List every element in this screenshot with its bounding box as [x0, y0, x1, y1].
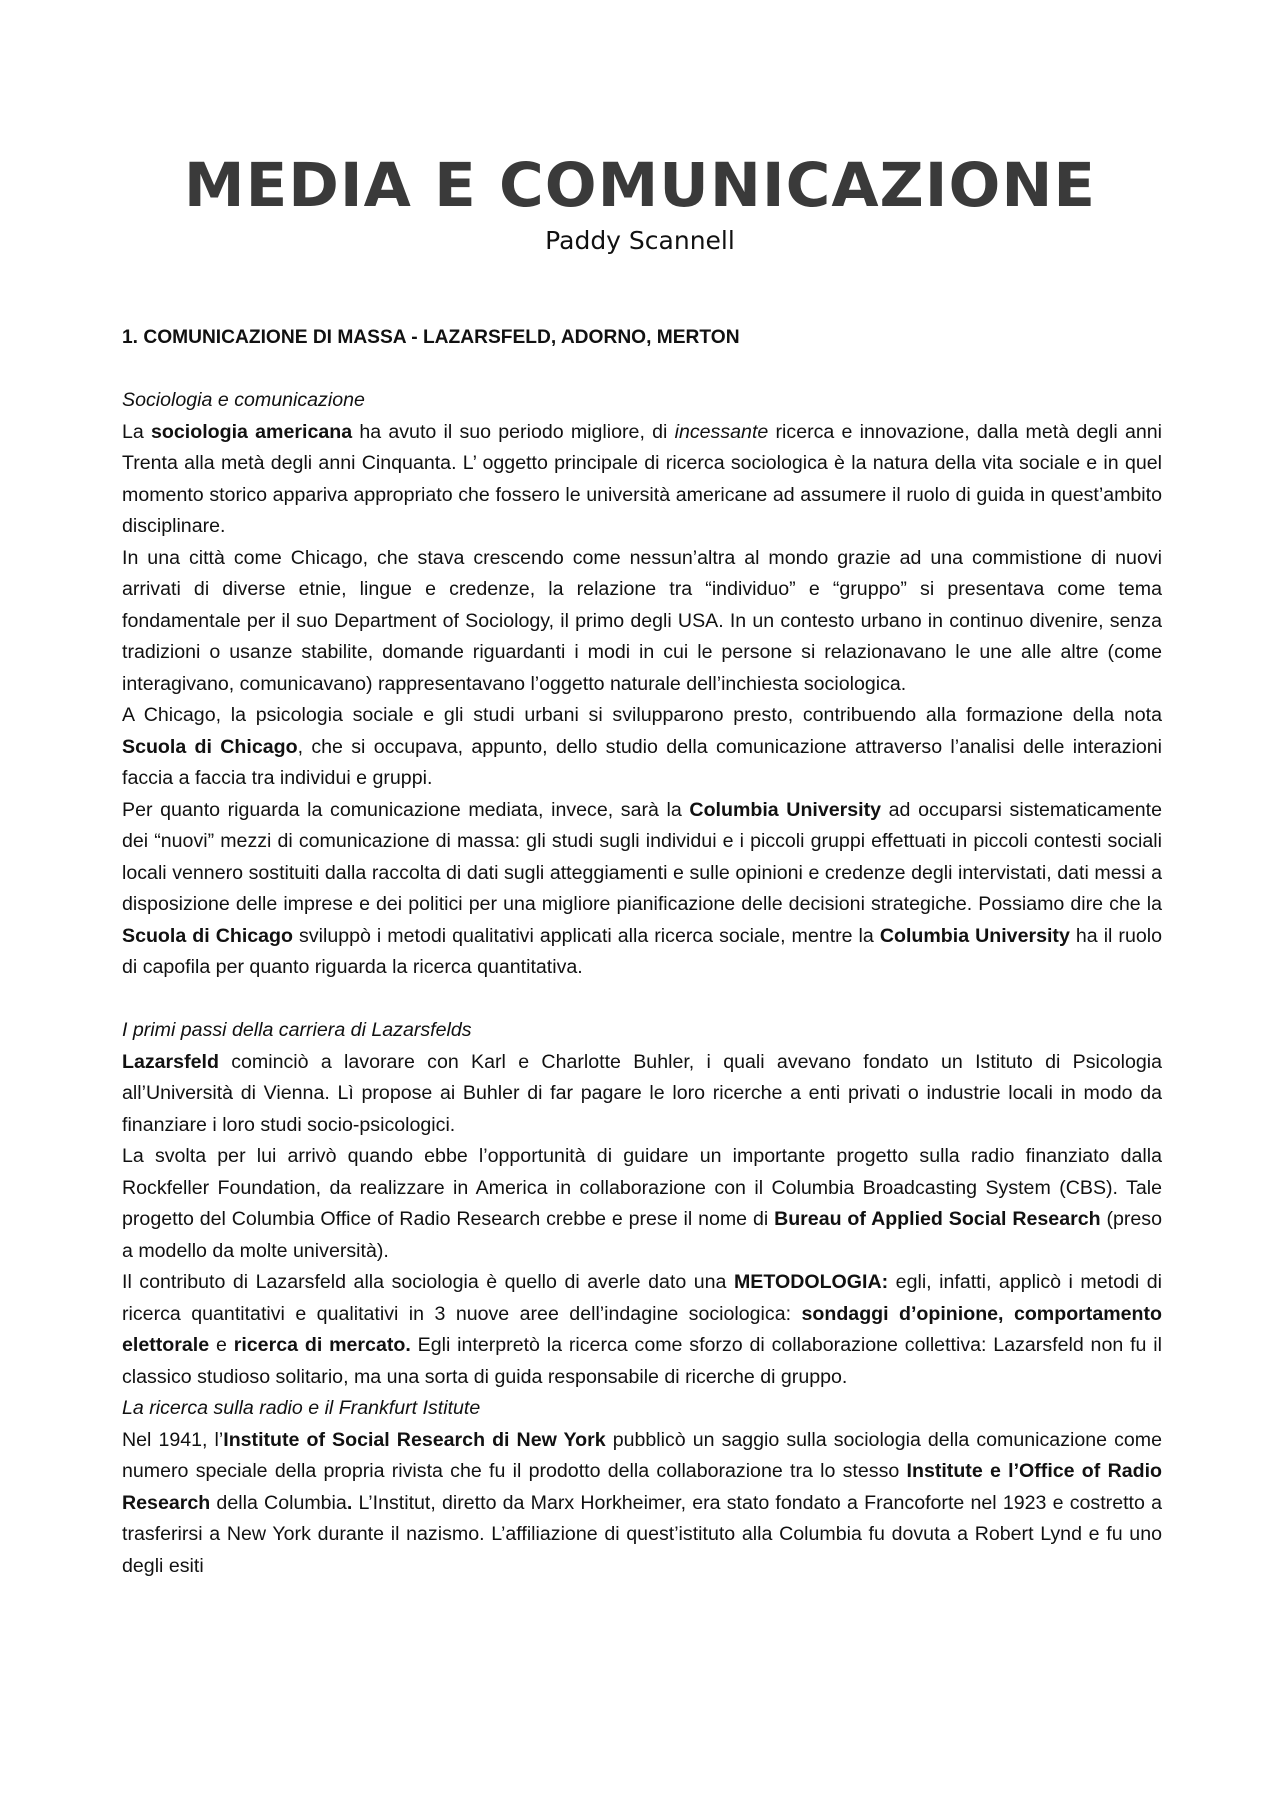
bold-text-run: Scuola di Chicago: [122, 735, 298, 758]
text-run: La svolta per lui arrivò quando ebbe l’opportunità di guidare un importante progetto sulla radio finanziato dalla Rockfeller Foundation, da realizzare in America in collaborazione con il Columbia Broadcasting System (CBS). Tale progetto del Columbia Office of Radio Research crebbe e prese il nome di: [122, 1145, 1162, 1230]
chapter-heading: 1. COMUNICAZIONE DI MASSA - LAZARSFELD, ADORNO, MERTON: [122, 327, 740, 348]
text-run: Il contributo di Lazarsfeld alla sociologia è quello di averle dato una: [122, 1271, 734, 1293]
bold-text-run: sociologia americana: [151, 420, 353, 443]
text-run: A Chicago, la psicologia sociale e gli studi urbani si svilupparono presto, contribuendo alla formazione della nota: [122, 704, 1162, 726]
text-run: ricerca e innovazione, dalla metà degli anni Trenta alla metà degli anni Cinquanta. L’ oggetto principale di ricerca sociologica è la natura della vita sociale e in quel momento storico appariva appropriato che fossero le università americane ad assumere il ruolo di guida in quest’ambito disciplinare.: [122, 420, 1162, 537]
paragraph: [122, 417, 1162, 543]
text-run: egli, infatti, applicò i metodi di ricerca quantitativi e qualitativi in 3 nuove aree dell’indagine sociologica:: [122, 1271, 1162, 1325]
bold-text-run: Columbia University: [879, 924, 1070, 947]
text-run: L’Institut, diretto da Marx Horkheimer, era stato fondato a Francoforte nel 1923 e costretto a trasferirsi a New York durante il nazismo. L’affiliazione di quest’istituto alla Columbia fu dovuta a Robert Lynd e fu uno degli esiti: [122, 1491, 1162, 1577]
bold-text-run: .: [346, 1491, 353, 1514]
text-run: (preso a modello da molte università).: [122, 1208, 1162, 1262]
text-run: ha il ruolo di capofila per quanto riguarda la ricerca quantitativa.: [122, 924, 1162, 978]
paragraph: [122, 1267, 1162, 1393]
paragraph: [122, 1141, 1162, 1267]
bold-text-run: Institute of Social Research di New York: [223, 1428, 606, 1451]
bold-text-run: sondaggi d’opinione, comportamento elettorale: [122, 1302, 1162, 1356]
section-title: Sociologia e comunicazione: [122, 389, 365, 411]
document-title: MEDIA E COMUNICAZIONE: [183, 150, 1097, 221]
paragraph: [122, 543, 1162, 701]
text-run: pubblicò un saggio sulla sociologia della comunicazione come numero speciale della propria rivista che fu il prodotto della collaborazione tra lo stesso: [122, 1428, 1163, 1482]
document-author: Paddy Scannell: [545, 226, 735, 255]
text-run: ad occuparsi sistematicamente dei “nuovi” mezzi di comunicazione di massa: gli studi sugli individui e i piccoli gruppi effettuati in piccoli contesti sociali locali vennero sostituiti dalla raccolta di dati sugli atteggiamenti e sulle opinioni e credenze degli intervistati, dati messi a disposizione delle imprese e dei politici per una migliore pianificazione delle decisioni strategiche. Possiamo dire che la: [122, 798, 1163, 915]
paragraph: [122, 795, 1162, 984]
section: [122, 1393, 1162, 1582]
section-title: La ricerca sulla radio e il Frankfurt Istitute: [122, 1397, 481, 1419]
paragraph: [122, 1425, 1162, 1583]
text-run: La: [122, 420, 152, 443]
paragraph: [122, 700, 1162, 795]
section: [122, 385, 1162, 984]
text-run: Egli interpretò la ricerca come sforzo di collaborazione collettiva: Lazarsfeld non fu il classico studioso solitario, ma una sorta di guida responsabile di ricerche di gruppo.: [122, 1334, 1162, 1388]
document-body: [122, 322, 1162, 1582]
bold-text-run: Lazarsfeld: [122, 1050, 219, 1073]
bold-text-run: ricerca di mercato.: [233, 1334, 411, 1356]
bold-text-run: Bureau of Applied Social Research: [774, 1208, 1101, 1230]
bold-text-run: Scuola di Chicago: [122, 924, 293, 947]
text-run: ha avuto il suo periodo migliore, di: [352, 420, 675, 443]
text-run: cominciò a lavorare con Karl e Charlotte Buhler, i quali avevano fondato un Istituto di Psicologia all’Università di Vienna. Lì propose ai Buhler di far pagare le loro ricerche a enti privati o industrie locali in modo da finanziare i loro studi socio-psicologici.: [122, 1050, 1162, 1136]
section: [122, 1015, 1162, 1393]
paragraph: [122, 1047, 1162, 1142]
italic-text-run: incessante: [674, 420, 769, 443]
text-run: sviluppò i metodi qualitativi applicati alla ricerca sociale, mentre la: [293, 924, 880, 947]
text-run: e: [209, 1334, 234, 1356]
text-run: , che si occupava, appunto, dello studio della comunicazione attraverso l’analisi delle interazioni faccia a faccia tra individui e gruppi.: [122, 735, 1163, 789]
section-title: I primi passi della carriera di Lazarsfelds: [122, 1019, 472, 1041]
bold-text-run: Institute e l’Office of Radio Research: [122, 1460, 1162, 1514]
text-run: Per quanto riguarda la comunicazione mediata, invece, sarà la: [122, 798, 690, 821]
text-run: In una città come Chicago, che stava crescendo come nessun’altra al mondo grazie ad una commistione di nuovi arrivati di diverse etnie, lingue e credenze, la relazione tra “individuo” e “gruppo” si presentava come tema fondamentale per il suo Department of Sociology, il primo degli USA. In un contesto urbano in continuo divenire, senza tradizioni o usanze stabilite, domande riguardanti i modi in cui le persone si relazionavano le une alle altre (come interagivano, comunicavano) rappresentavano l’oggetto naturale dell’inchiesta sociologica.: [122, 546, 1162, 695]
text-run: della Columbia: [210, 1491, 347, 1514]
bold-text-run: Columbia University: [689, 798, 882, 821]
text-run: Nel 1941, l’: [122, 1428, 224, 1451]
paragraph-spacer: [122, 984, 1162, 1016]
bold-text-run: METODOLOGIA:: [733, 1271, 889, 1293]
